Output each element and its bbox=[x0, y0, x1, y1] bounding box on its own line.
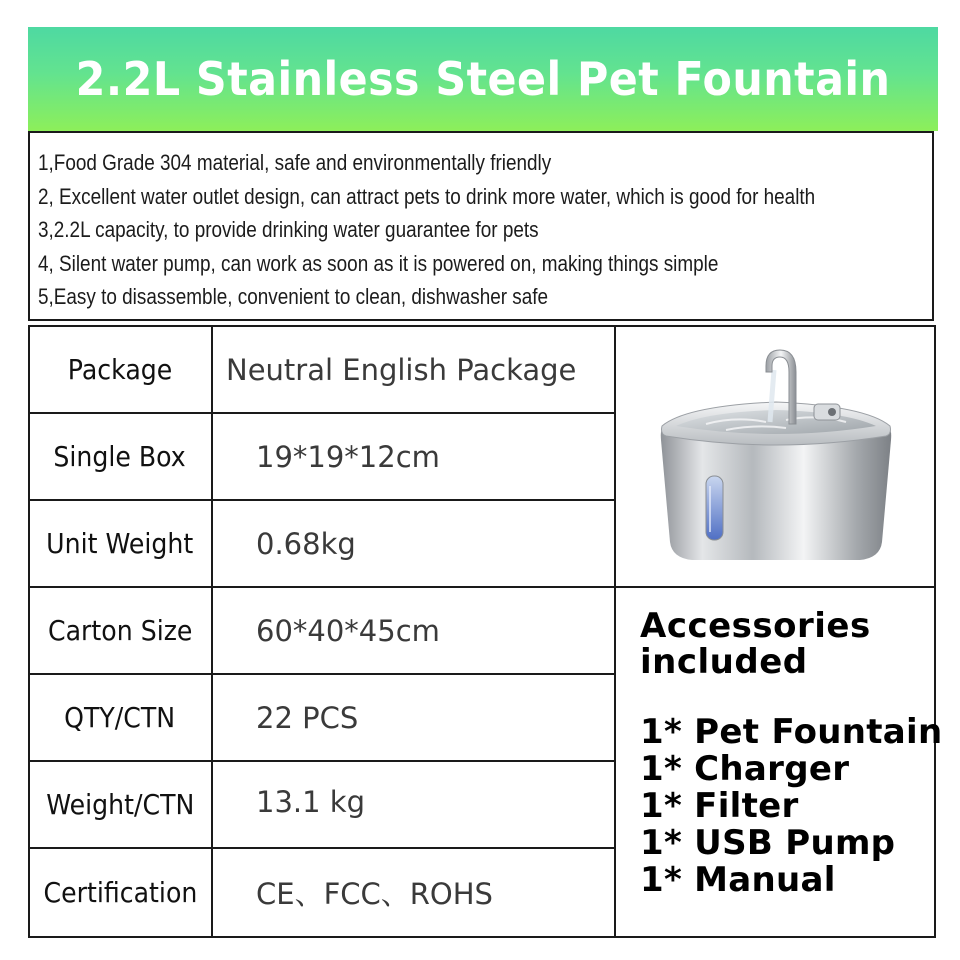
spec-value-carton-size: 60*40*45cm bbox=[256, 613, 440, 648]
spec-label-weight-ctn bbox=[28, 762, 212, 847]
features-box bbox=[28, 131, 934, 321]
accessory-item: 1* Charger bbox=[640, 749, 850, 789]
spec-label-package bbox=[28, 327, 212, 412]
accessories-panel bbox=[640, 606, 943, 900]
feature-line: 5,Easy to disassemble, convenient to clean, dishwasher safe bbox=[38, 284, 549, 309]
page-title: 2.2L Stainless Steel Pet Fountain bbox=[75, 52, 891, 106]
accessories-spacer bbox=[640, 680, 936, 714]
accessory-item: 1* Manual bbox=[640, 860, 836, 900]
spec-label-text: Carton Size bbox=[47, 614, 193, 647]
accessory-item: 1* Pet Fountain bbox=[640, 712, 943, 752]
accessories-title: Accessories included bbox=[640, 606, 871, 682]
spec-value-package: Neutral English Package bbox=[226, 352, 577, 387]
spec-label-qty-ctn bbox=[28, 675, 212, 760]
feature-line: 2, Excellent water outlet design, can attract pets to drink more water, which is good for health bbox=[38, 183, 816, 209]
spec-value-single-box: 19*19*12cm bbox=[256, 439, 440, 474]
table-border-bottom bbox=[28, 936, 936, 938]
feature-line: 4, Silent water pump, can work as soon as it is powered on, making things simple bbox=[38, 250, 719, 276]
product-image bbox=[616, 327, 936, 585]
accessory-item: 1* USB Pump bbox=[640, 823, 896, 863]
spec-value-certification: CE、FCC、ROHS bbox=[256, 877, 493, 911]
spec-value-unit-weight: 0.68kg bbox=[256, 526, 356, 561]
spec-label-unit-weight bbox=[28, 501, 212, 586]
spec-label-text: QTY/CTN bbox=[64, 701, 176, 734]
title-banner bbox=[28, 27, 938, 131]
feature-line: 1,Food Grade 304 material, safe and environmentally friendly bbox=[38, 150, 552, 175]
spec-label-single-box bbox=[28, 414, 212, 499]
feature-line: 3,2.2L capacity, to provide drinking water guarantee for pets bbox=[38, 217, 539, 242]
spec-label-text: Single Box bbox=[53, 440, 187, 473]
spec-label-text: Weight/CTN bbox=[45, 788, 195, 821]
spec-label-text: Certification bbox=[43, 876, 197, 909]
spec-label-text: Unit Weight bbox=[46, 527, 194, 560]
spec-value-weight-ctn: 13.1 kg bbox=[256, 785, 365, 819]
pet-fountain-icon bbox=[646, 336, 906, 576]
spec-table bbox=[28, 325, 943, 938]
accessory-item: 1* Filter bbox=[640, 786, 799, 826]
spec-value-qty-ctn: 22 PCS bbox=[256, 700, 359, 735]
spec-label-certification bbox=[28, 849, 212, 936]
spec-label-carton-size bbox=[28, 588, 212, 673]
spec-label-text: Package bbox=[67, 353, 173, 386]
